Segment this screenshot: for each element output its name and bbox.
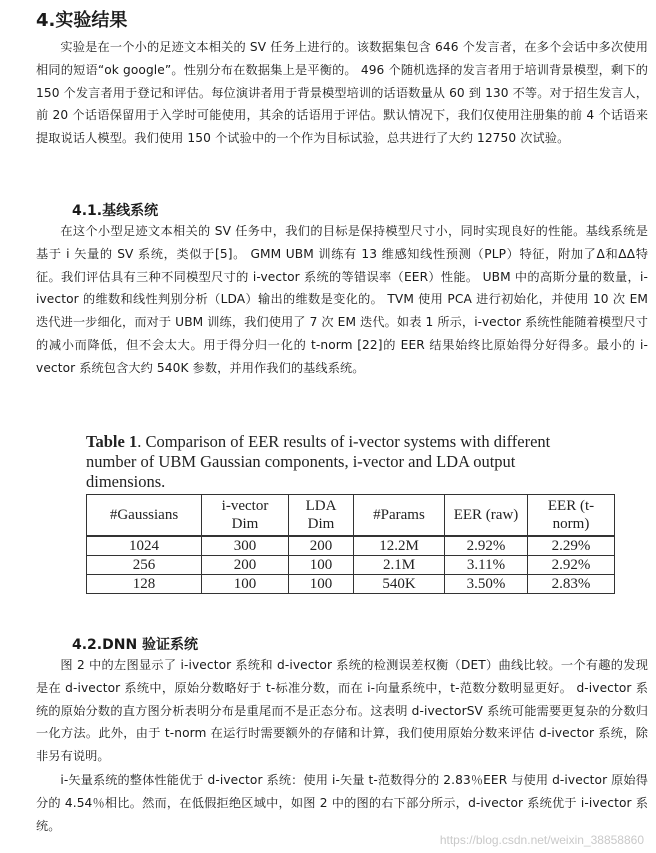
table-row — [87, 556, 615, 575]
table-cell: 256 — [87, 556, 202, 575]
table-1-label: Table 1 — [86, 432, 138, 451]
section-4-paragraph: 实验是在一个小的足迹文本相关的 SV 任务上进行的。该数据集包含 646 个发言者，在多个会话中多次使用相同的短语“ok google”。性别分布在数据集上是平衡的。 496 个随机选择的发言者用于培训背景模型，剩下的 150 个发言者用于登记和评估。每位演讲者用于背景模型培训的话语数量从 60 到 130 不等。对于招生发言人，前 20 个话语保留用于入学时可能使用，其余的话语用于评估。默认情况下，我们仅使用注册集的前 4 个话语来提取说话人模型。我们使用 150 个试验中的一个作为目标试验，总共进行了大约 12750 次试验。 — [36, 40, 648, 146]
header-params: #Params — [354, 495, 445, 537]
header-ivector-dim: i-vector Dim — [202, 495, 289, 537]
table-header-row — [87, 495, 615, 537]
table-1 — [86, 494, 615, 594]
table-cell: 100 — [289, 575, 354, 594]
section-4-2-paragraph-1: 图 2 中的左图显示了 i-ivector 系统和 d-ivector 系统的检测误差权衡（DET）曲线比较。一个有趣的发现是在 d-ivector 系统中，原始分数略好于 t-标准分数，而在 i-向量系统中，t-范数分数明显更好。 d-ivector 系统的原始分数的直方图分析表明分布是重尾而不是正态分布。这表明 d-ivectorSV 系统可能需要更复杂的分数归一化方法。此外，由于 t-norm 在运行时需要额外的存储和计算，我们使用原始分数来评估 d-ivector 系统，除非另有说明。 — [36, 658, 648, 764]
header-eer-raw: EER (raw) — [445, 495, 528, 537]
table-row — [87, 575, 615, 594]
table-cell: 1024 — [87, 536, 202, 556]
table-row — [87, 536, 615, 556]
table-cell: 540K — [354, 575, 445, 594]
table-cell: 3.50% — [445, 575, 528, 594]
table-cell: 12.2M — [354, 536, 445, 556]
section-4-2-paragraph-2: i-矢量系统的整体性能优于 d-ivector 系统：使用 i-矢量 t-范数得分的 2.83％EER 与使用 d-ivector 原始得分的 4.54％相比。然而，在低假拒绝区域中，如图 2 中的图的右下部分所示，d-ivector 系统优于 i-ivector 系统。 — [36, 773, 649, 833]
header-eer-tnorm: EER (t-norm) — [528, 495, 615, 537]
table-cell: 2.29% — [528, 536, 615, 556]
table-cell: 100 — [202, 575, 289, 594]
table-cell: 3.11% — [445, 556, 528, 575]
section-4-2-title: 4.2.DNN 验证系统 — [72, 637, 199, 653]
table-cell: 200 — [289, 536, 354, 556]
header-lda-dim: LDA Dim — [289, 495, 354, 537]
watermark: https://blog.csdn.net/weixin_38858860 — [439, 833, 644, 847]
table-cell: 300 — [202, 536, 289, 556]
section-4-title: 4.实验结果 — [36, 10, 128, 31]
table-1-caption — [86, 432, 586, 492]
section-4-1-title: 4.1.基线系统 — [72, 203, 159, 219]
table-cell: 2.1M — [354, 556, 445, 575]
header-gaussians: #Gaussians — [87, 495, 202, 537]
table-cell: 2.92% — [528, 556, 615, 575]
table-cell: 2.83% — [528, 575, 615, 594]
section-4-1-paragraph: 在这个小型足迹文本相关的 SV 任务中，我们的目标是保持模型尺寸小，同时实现良好的性能。基线系统是基于 i 矢量的 SV 系统，类似于[5]。 GMM UBM 训练有 13 维感知线性预测（PLP）特征，附加了Δ和ΔΔ特征。我们评估具有三种不同模型尺寸的 i-vector 系统的等错误率（EER）性能。 UBM 中的高斯分量的数量，i-ivector 的维数和线性判别分析（LDA）输出的维数是变化的。 TVM 使用 PCA 进行初始化，并使用 10 次 EM 迭代进一步细化，而对于 UBM 训练，我们使用了 7 次 EM 迭代。如表 1 所示，i-vector 系统性能随着模型尺寸的减小而降低，但不会太大。用于得分归一化的 t-norm [22]的 EER 结果始终比原始得分好得多。最小的 i-vector 系统包含大约 540K 参数，并用作我们的基线系统。 — [36, 224, 649, 375]
table-cell: 2.92% — [445, 536, 528, 556]
table-cell: 200 — [202, 556, 289, 575]
table-1-caption-text: . Comparison of EER results of i-vector systems with different number of UBM Gaussian components, i-vector and LDA output dimensions. — [86, 432, 551, 491]
table-cell: 100 — [289, 556, 354, 575]
table-cell: 128 — [87, 575, 202, 594]
